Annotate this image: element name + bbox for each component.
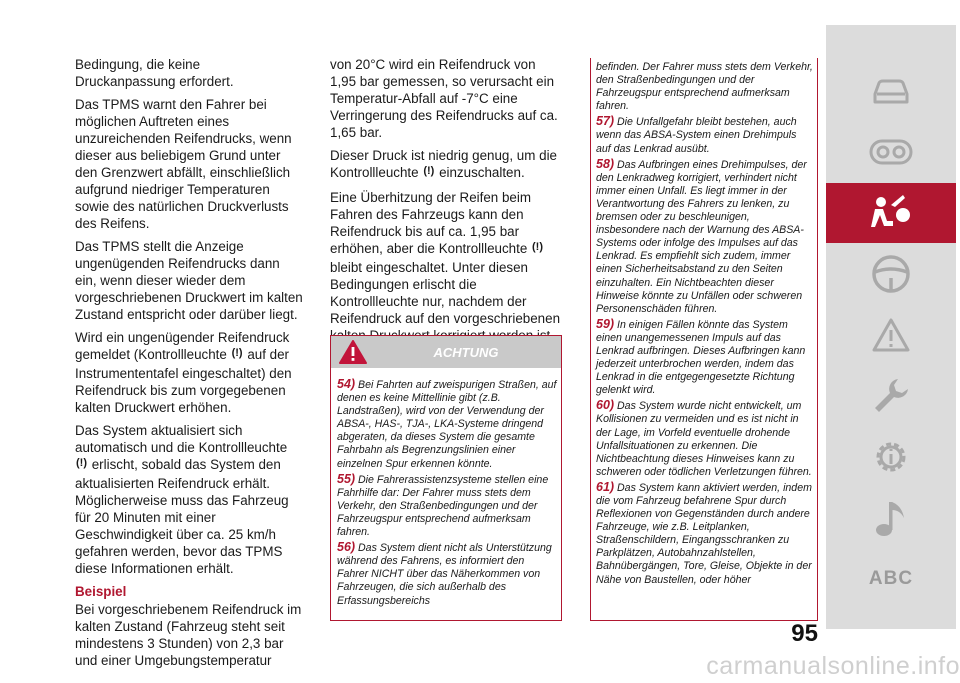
- tpms-warning-icon: (!): [76, 457, 87, 469]
- warning-note: 57) Die Unfallgefahr bleibt bestehen, auch wenn das ABSA-System einen Drehimpuls auf das Lenkrad ausübt.: [596, 114, 797, 155]
- warning-continuation-box: [590, 58, 818, 621]
- warning-title: ACHTUNG: [433, 345, 499, 360]
- gear-info-icon: [871, 437, 911, 477]
- paragraph: Das TPMS stellt die Anzeige ungenügenden Reifendrucks dann ein, wenn dieser wieder dem vorgeschriebenen Druckwert im kalten Zustand entspricht oder darüber liegt.: [75, 239, 303, 322]
- sidebar-item-safety[interactable]: [826, 183, 956, 243]
- paragraph: von 20°C wird ein Reifendruck von 1,95 bar gemessen, so verursacht ein Temperatur-Abfall auf -7°C eine Verringerung des Reifendrucks auf ca. 1,65 bar.: [330, 57, 558, 140]
- sidebar-item-steering[interactable]: [826, 244, 956, 304]
- page-number: 95: [791, 620, 818, 647]
- wrench-icon: [871, 376, 911, 416]
- paragraph: Wird ein ungenügender Reifendruck gemeldet (Kontrollleuchte (!) auf der Instrumententafel eingeschaltet) den Reifendruck bis zum vorgegebenen kalten Druckwert erhöhen.: [75, 330, 292, 415]
- safety-airbag-icon: [869, 193, 913, 233]
- paragraph: Das TPMS warnt den Fahrer bei möglichen Auftreten eines unzureichenden Reifendrucks, wenn dieser aus beliebigem Grund unter den Grenzwert abfällt, einschließlich aufgrund niedriger Temperaturen sowie des natürlichen Druckverlusts des Reifens.: [75, 97, 292, 231]
- steering-wheel-icon: [871, 254, 911, 294]
- car-icon: [871, 78, 911, 106]
- tpms-warning-icon: (!): [231, 347, 243, 359]
- tpms-warning-icon: (!): [423, 165, 435, 177]
- sidebar-item-warnings[interactable]: [826, 305, 956, 365]
- warning-note: 58) Das Aufbringen eines Drehimpulses, der den Lenkradweg korrigiert, verhindert nicht immer einen Unfall. Es liegt immer in der Verantwortung des Fahrers zu lenken, zu bremsen oder zu beschleunigen, insbesondere nach der Warnung des ABSA-Systems oder infolge des Impulses auf das Lenkrad. Es empfiehlt sich zudem, immer einen Sicherheitsabstand zu den Seiten einzuhalten. Ein Nichtbeachten dieser Hinweise könnte zu Unfällen oder schweren Personenschäden führen.: [596, 156, 807, 315]
- paragraph: Bei vorgeschriebenem Reifendruck im kalten Zustand (Fahrzeug steht seit mindestens 3 Stunden) von 2,3 bar und einer Umgebungstemperatur: [75, 602, 302, 668]
- warning-note: 54) Bei Fahrten auf zweispurigen Straßen, auf denen es keine Mittellinie gibt (z.B. Landstraßen), wird von der Verwendung der ABSA-, HAS-, TJA-, LKA-Systeme dringend abgeraten, da dieses System die gesamte Fahrbahn als Begrenzungslinien einer einzelnen Spur erkennen könnte.: [337, 377, 557, 470]
- index-label: ABC: [868, 568, 914, 589]
- sidebar-item-car[interactable]: [826, 62, 956, 122]
- sidebar-item-multimedia[interactable]: [826, 488, 956, 548]
- section-heading: Beispiel: [75, 584, 127, 599]
- warning-header: [331, 336, 561, 368]
- paragraph: Dieser Druck ist niedrig genug, um die Kontrollleuchte (!) einzuschalten.: [330, 148, 558, 180]
- warning-triangle-icon: [871, 317, 911, 353]
- paragraph: Das System aktualisiert sich automatisch und die Kontrollleuchte (!) erlischt, sobald das System den aktualisierten Reifendruck erhält. Möglicherweise muss das Fahrzeug für 20 Minuten mit einer Geschwindigkeit über ca. 25 km/h gefahren werden, bevor das TPMS diese Informationen erhält.: [75, 423, 289, 576]
- paragraph: Eine Überhitzung der Reifen beim Fahren des Fahrzeugs kann den Reifendruck bis auf ca. 1,95 bar erhöhen, aber die Kontrollleuchte (!) bleibt eingeschaltet. Unter diesen Bedingungen erlischt die Kontrollleuchte nur, nachdem der Reifendruck auf den vorgeschriebenen: [330, 190, 561, 326]
- warning-note: 59) In einigen Fällen könnte das System einen unangemessenen Impuls auf das Lenkrad aufbringen. Dieses Aufbringen kann jederzeit unterbrochen werden, indem das Lenkrad in die entgegengesetzte Richtung gelenkt wird.: [596, 316, 806, 397]
- dashboard-icon: [869, 139, 913, 165]
- warning-body: [331, 368, 561, 608]
- warning-note: 56) Das System dient nicht als Unterstützung während des Fahrens, es informiert den Fahrer NICHT über das Näherkommen von Fahrzeugen, die sich außerhalb des Erfassungsbereichs: [337, 540, 552, 607]
- warning-box: [330, 335, 562, 621]
- chapter-sidebar: [826, 25, 956, 629]
- sidebar-item-dashboard[interactable]: [826, 122, 956, 182]
- warning-note: 61) Das System kann aktiviert werden, indem die vom Fahrzeug befahrene Spur durch Reflexionen von Gegenständen durch andere Fahrzeuge, wie z.B. Leitplanken, Straßenschildern, Eingangsschranken zu Parkplätzen, Autobahnzahlstellen, Bahnübergängen, Tore, Gleise, Objekte in der Nähe von Baustellen, oder höher: [596, 479, 812, 586]
- text-column-2: [330, 56, 562, 350]
- music-note-icon: [874, 498, 908, 538]
- sidebar-item-maintenance[interactable]: [826, 366, 956, 426]
- text-column-1: [75, 56, 303, 675]
- warning-note: 60) Das System wurde nicht entwickelt, um Kollisionen zu vermeiden und es ist nicht in der Lage, im Vorfeld eventuelle drohende Unfallsituationen zu erkennen. Die Nichtbeachtung dieses Hinweises kann zu schweren oder tödlichen Verletzungen führen.: [596, 398, 812, 478]
- warning-note: befinden. Der Fahrer muss stets dem Verkehr, den Straßenbedingungen und der Fahrzeugspur entsprechend aufmerksam fahren.: [596, 61, 813, 113]
- sidebar-item-index[interactable]: [826, 549, 956, 609]
- watermark: carmanualsonline.info: [706, 652, 960, 680]
- warning-note: 55) Die Fahrerassistenzsysteme stellen eine Fahrhilfe dar: Der Fahrer muss stets dem Verkehr, den Straßenbedingungen und der Fahrzeugspur entsprechend aufmerksam fahren.: [337, 471, 549, 539]
- sidebar-item-technical-data[interactable]: [826, 427, 956, 487]
- tpms-warning-icon: (!): [532, 241, 544, 253]
- paragraph: Bedingung, die keine Druckanpassung erfordert.: [75, 57, 234, 89]
